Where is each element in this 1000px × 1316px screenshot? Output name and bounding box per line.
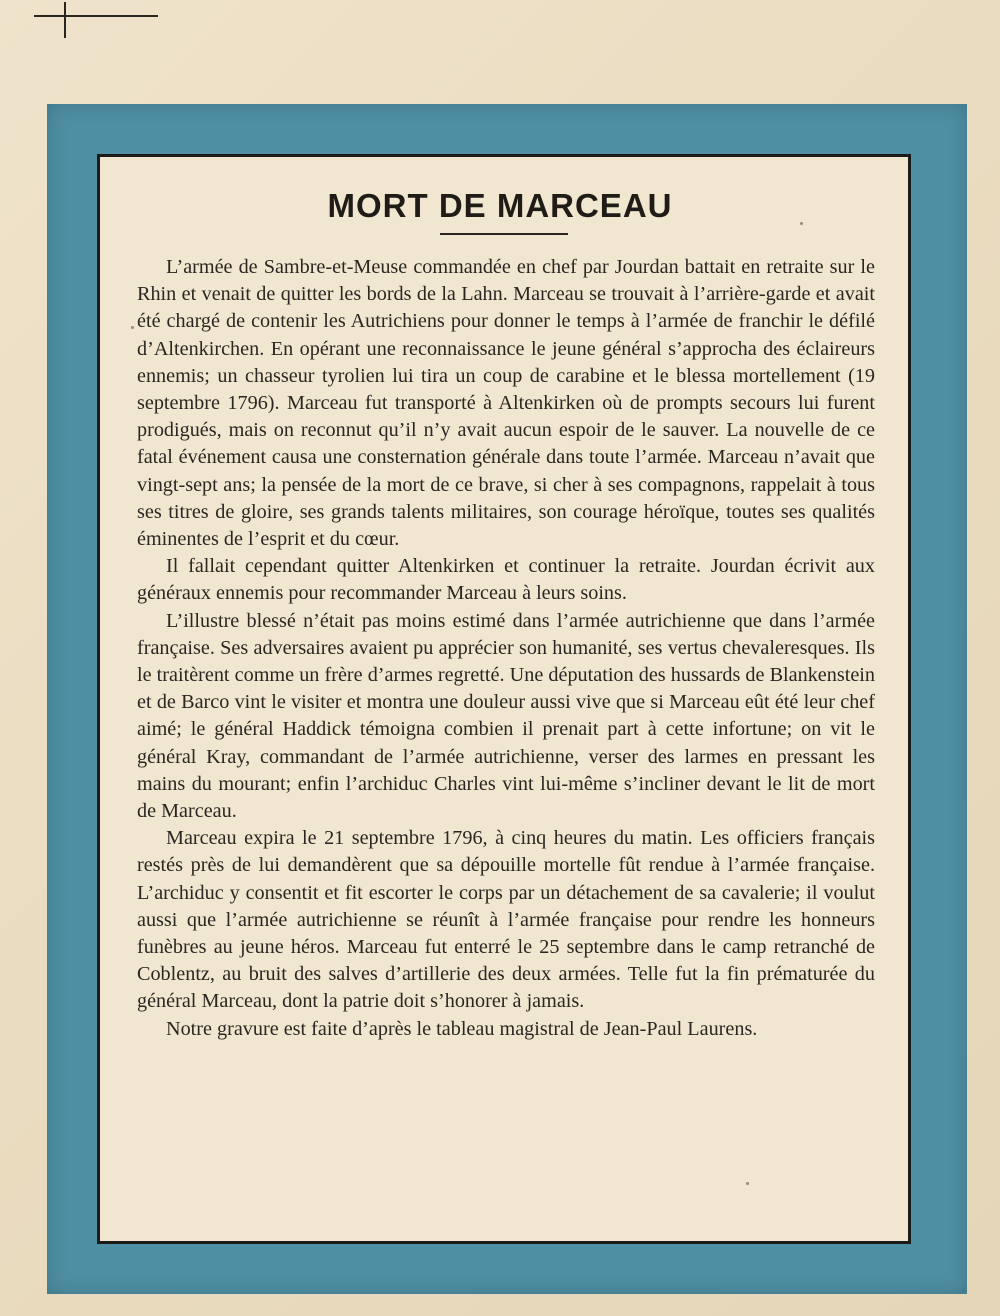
paragraph-4: Marceau expira le 21 septembre 1796, à cinq heures du matin. Les officiers français restés près de lui demandèrent que sa dépouille mortelle fût rendue à l’armée française. L’archiduc y consentit et fit escorter le corps par un détachement de sa cavalerie; il voulut aussi que l’armée autrichienne se réunît à l’armée française pour rendre les honneurs funèbres au jeune héros. Marceau fut enterré le 25 septembre dans le camp retranché de Coblentz, au bruit des salves d’artillerie des deux armées. Telle fut la fin prématurée du général Marceau, dont la patrie doit s’honorer à jamais. — [137, 827, 875, 1013]
title-underline — [440, 233, 568, 235]
article-body — [137, 254, 875, 1043]
paper-speck — [131, 326, 134, 329]
paragraph-3: L’illustre blessé n’était pas moins estimé dans l’armée autrichienne que dans l’armée française. Ses adversaires avaient pu apprécier son humanité, ses vertus chevaleresques. Ils le traitèrent comme un frère d’armes regretté. Une députation des hussards de Blankenstein et de Barco vint le visiter et montra une douleur aussi vive que si Marceau eût été leur chef aimé; le général Haddick témoigna combien il prenait part à cette infortune; on vit le général Kray, commandant de l’armée autrichienne, verser des larmes en pressant les mains du mourant; enfin l’archiduc Charles vint lui-même s’incliner devant le lit de mort de Marceau. — [137, 609, 875, 823]
paragraph-2: Il fallait cependant quitter Altenkirken et continuer la retraite. Jourdan écrivit aux généraux ennemis pour recommander Marceau à leurs soins. — [137, 555, 875, 605]
paper-speck — [800, 222, 803, 225]
paragraph-1: L’armée de Sambre-et-Meuse commandée en chef par Jourdan battait en retraite sur le Rhin et venait de quitter les bords de la Lahn. Marceau se trouvait à l’arrière-garde et avait été chargé de contenir les Autrichiens pour donner le temps à l’armée de franchir le défilé d’Altenkirchen. En opérant une reconnaissance le jeune général s’approcha des éclaireurs ennemis; un chasseur tyrolien lui tira un coup de carabine et le blessa mortellement (19 septembre 1796). Marceau fut transporté à Altenkirken où de prompts secours lui furent prodigués, mais on reconnut qu’il n’y avait aucun espoir de le sauver. La nouvelle de ce fatal événement causa une consternation générale dans toute l’armée. Marceau n’avait que vingt-sept ans; la pensée de la mort de ce brave, si cher à ses compagnons, rappelait à tous ses titres de gloire, ses grands talents militaires, son courage héroïque, toutes ses qualités éminentes de l’esprit et du cœur. — [137, 256, 875, 551]
document-title: MORT DE MARCEAU — [327, 187, 673, 224]
paper-speck — [746, 1182, 749, 1185]
paragraph-5: Notre gravure est faite d’après le tableau magistral de Jean-Paul Laurens. — [166, 1017, 758, 1040]
crop-mark-vertical — [64, 2, 66, 38]
crop-mark-horizontal — [34, 15, 158, 17]
